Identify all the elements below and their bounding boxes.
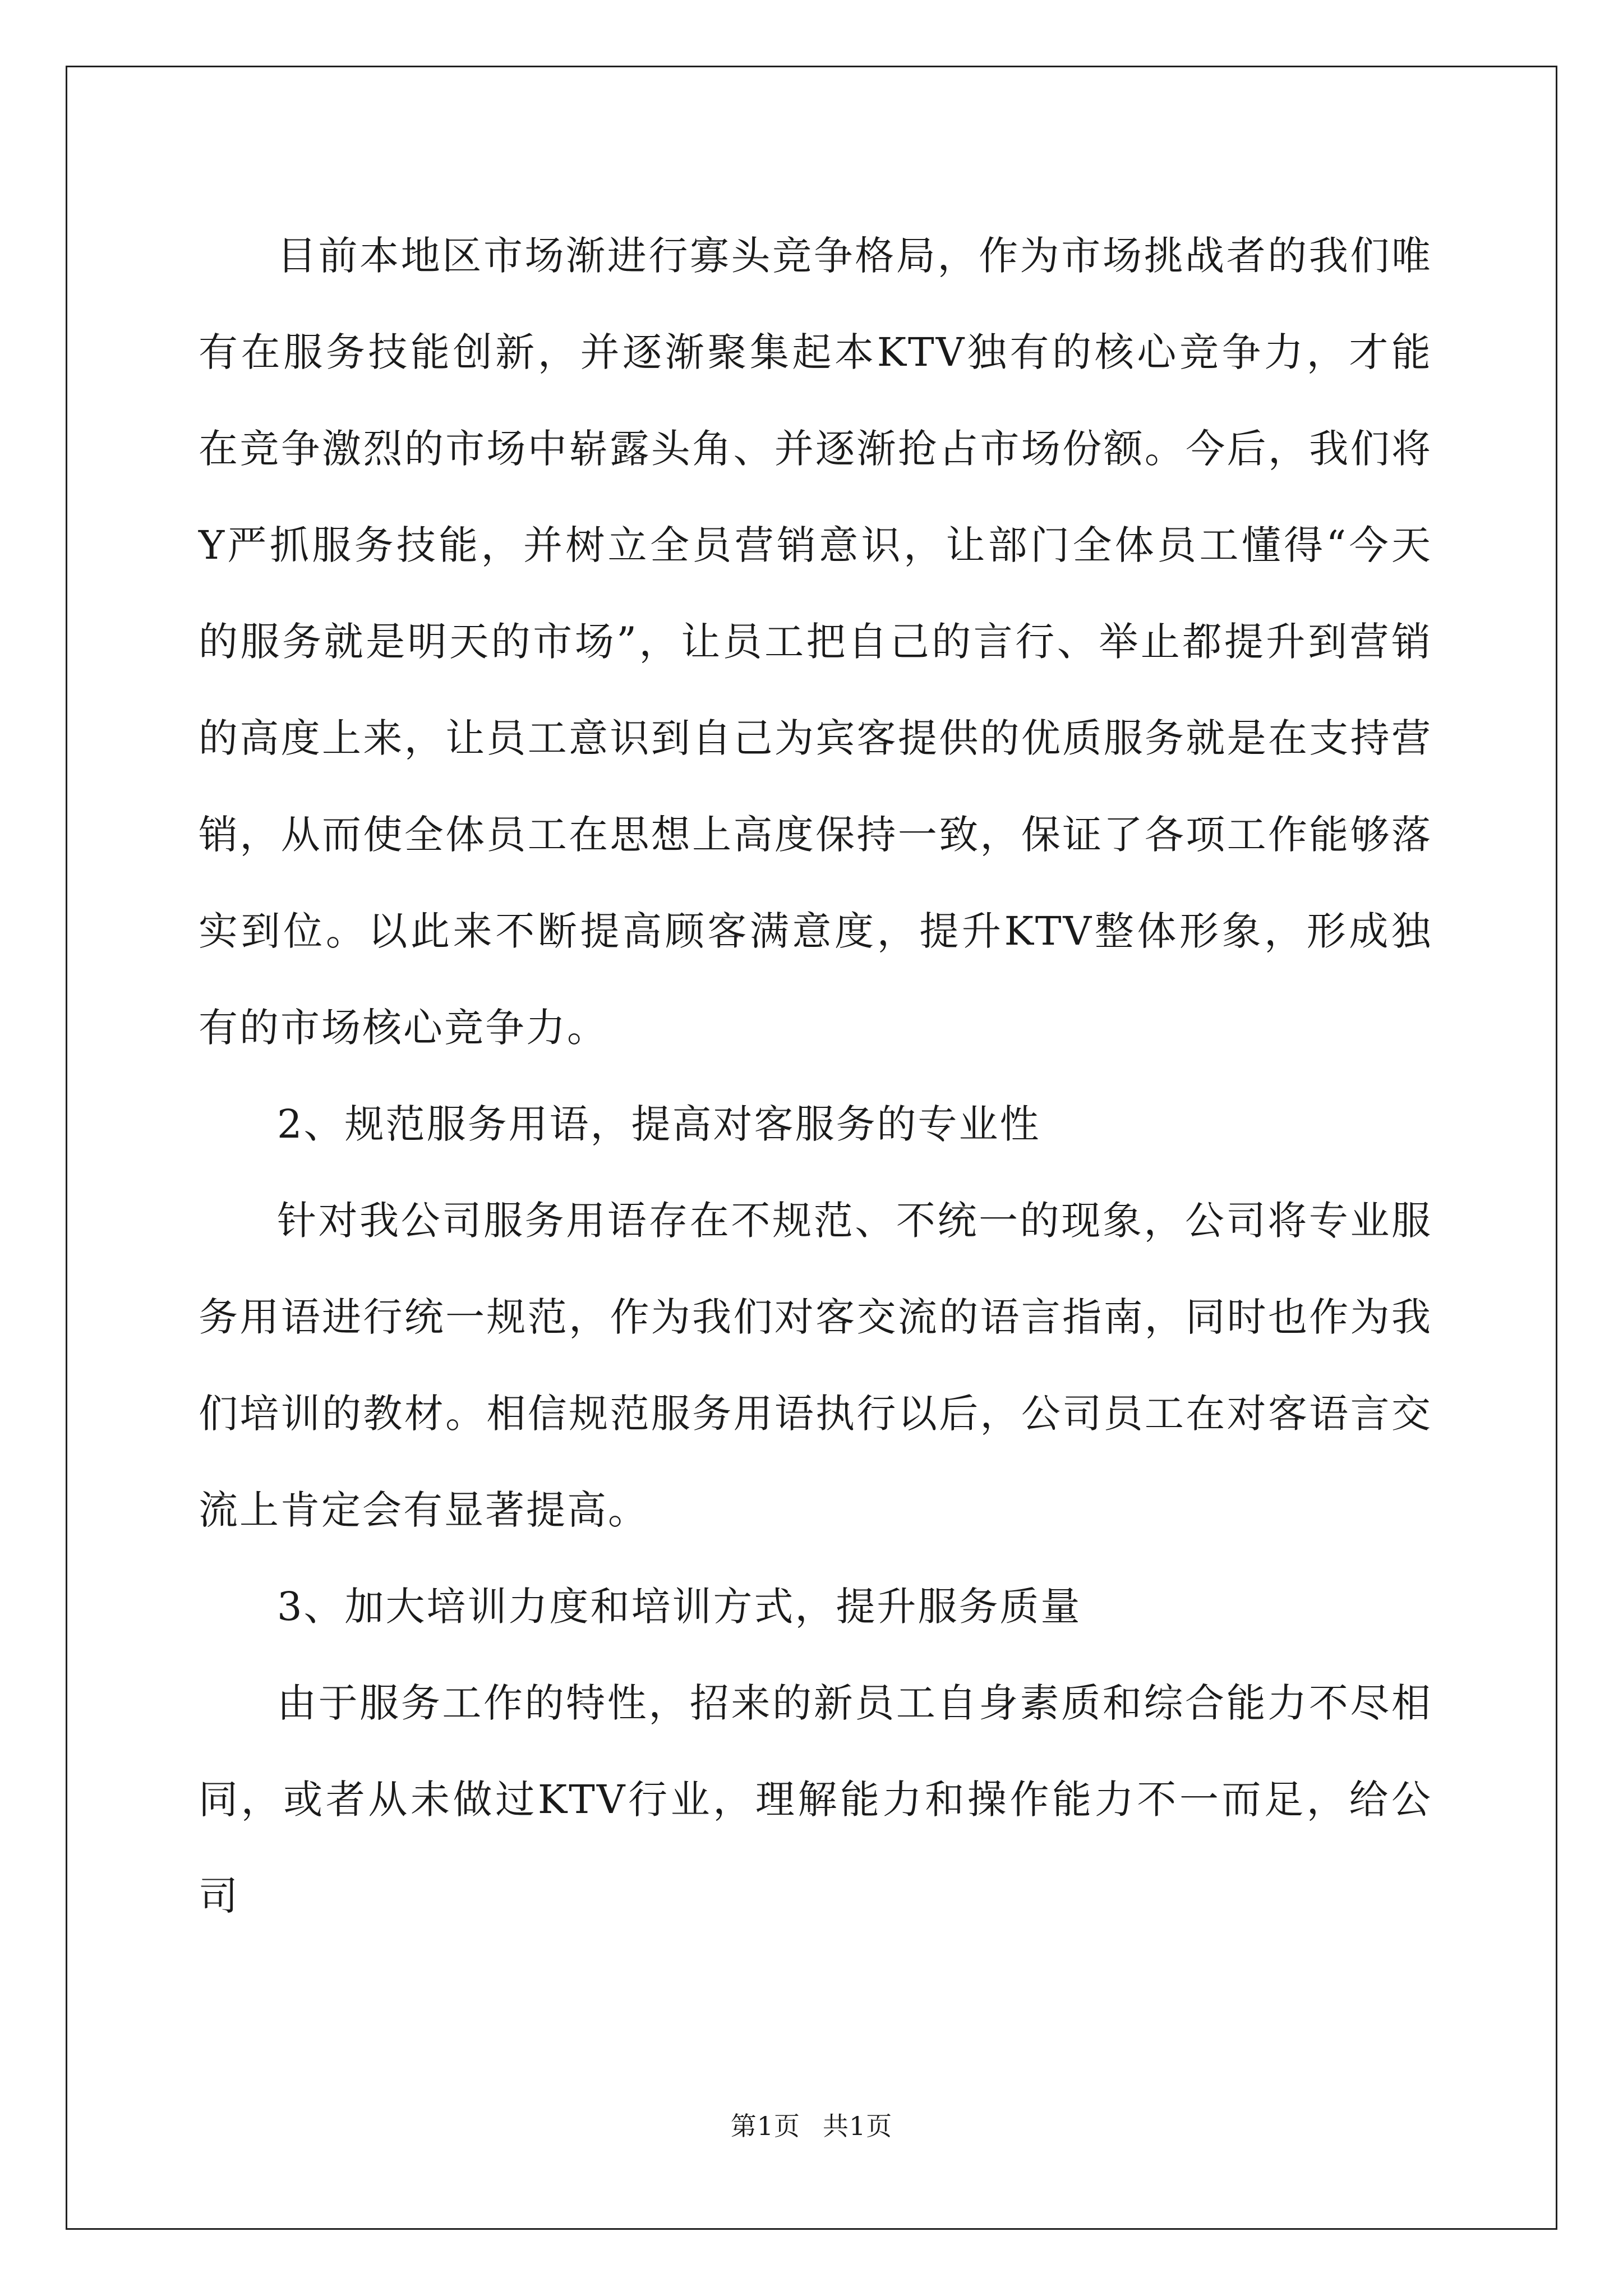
page-number: 第1页 [730, 2111, 800, 2141]
paragraph-service-terms: 针对我公司服务用语存在不规范、不统一的现象，公司将专业服务用语进行统一规范，作为我们对客交流的语言指南，同时也作为我们培训的教材。相信规范服务用语执行以后，公司员工在对客语言交流上肯定会有显著提高。 [199, 1198, 1432, 1533]
paragraph-market-competition: 目前本地区市场渐进行寡头竞争格局，作为市场挑战者的我们唯有在服务技能创新，并逐渐聚集起本KTV独有的核心竞争力，才能在竞争激烈的市场中崭露头角、并逐渐抢占市场份额。今后，我们将Y严抓服务技能，并树立全员营销意识，让部门全体员工懂得“今天的服务就是明天的市场”，让员工把自己的言行、举止都提升到营销的高度上来，让员工意识到自己为宾客提供的优质服务就是在支持营销，从而使全体员工在思想上高度保持一致，保证了各项工作能够落实到位。以此来不断提高顾客满意度，提升KTV整体形象，形成独有的市场核心竞争力。 [199, 233, 1432, 1051]
section-heading-training: 3、加大培训力度和培训方式，提升服务质量 [277, 1584, 1082, 1630]
document-body [199, 208, 1432, 1944]
section-heading-service-terms: 2、规范服务用语，提高对客服务的专业性 [277, 1101, 1041, 1147]
paragraph-training: 由于服务工作的特性，招来的新员工自身素质和综合能力不尽相同，或者从未做过KTV行业，理解能力和操作能力不一而足，给公司 [199, 1680, 1432, 1919]
page-footer [0, 2109, 1623, 2143]
page-total: 共1页 [823, 2111, 893, 2141]
